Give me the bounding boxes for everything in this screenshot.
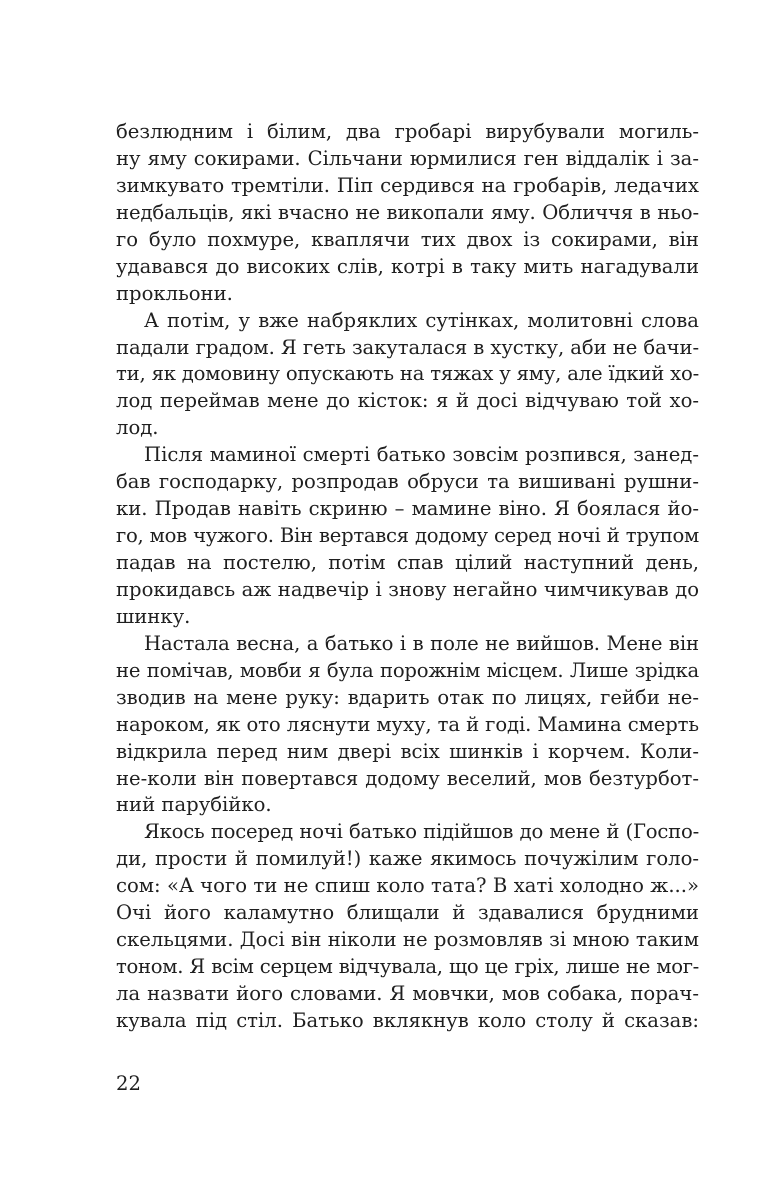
text-line: ки. Продав навіть скриню – мамине віно. Я боялася йо- bbox=[116, 497, 699, 521]
page-number: 22 bbox=[116, 1072, 141, 1095]
text-line: Після маминої смерті батько зовсім розпився, занед- bbox=[144, 443, 699, 467]
text-line: лод. bbox=[116, 416, 159, 440]
text-line: падав на постелю, потім спав цілий наступний день, bbox=[116, 551, 699, 574]
text-line: бав господарку, розпродав обруси та вишивані рушни- bbox=[116, 470, 699, 494]
text-line: ти, як домовину опускають на тяжах у яму, але їдкий хо- bbox=[116, 362, 699, 386]
text-line: ди, прости й помилуй!) каже якимось почужілим голо- bbox=[116, 847, 699, 871]
text-line: прокидавсь аж надвечір і знову негайно чимчикував до bbox=[116, 577, 699, 601]
text-line: удавався до високих слів, котрі в таку мить нагадували bbox=[116, 254, 699, 278]
text-line: не-коли він повертався додому веселий, мов безтурбот- bbox=[116, 766, 699, 790]
text-line: Якось посеред ночі батько підійшов до мене й (Госпо- bbox=[144, 820, 699, 844]
text-line: сом: «А чого ти не спиш коло тата? В хаті холодно ж...» bbox=[116, 874, 699, 898]
text-line: кувала під стіл. Батько вклякнув коло столу й сказав: bbox=[116, 1008, 699, 1032]
paragraph bbox=[116, 119, 699, 308]
text-line: лод переймав мене до кісток: я й досі відчуваю той хо- bbox=[116, 389, 699, 413]
text-line: ний парубійко. bbox=[116, 793, 272, 817]
text-line: А потім, у вже набряклих сутінках, молитовні слова bbox=[144, 308, 699, 332]
text-line: шинку. bbox=[116, 604, 191, 628]
text-line: недбальців, які вчасно не викопали яму. Обличчя в ньо- bbox=[116, 200, 699, 224]
text-line: Очі його каламутно блищали й здавалися брудними bbox=[116, 901, 699, 925]
paragraph bbox=[116, 631, 699, 820]
text-line: відкрила перед ним двері всіх шинків і корчем. Коли- bbox=[116, 739, 699, 763]
text-line: го, мов чужого. Він вертався додому серед ночі й трупом bbox=[116, 524, 699, 548]
text-line: ла назвати його словами. Я мовчки, мов собака, порач- bbox=[116, 982, 699, 1005]
body-text bbox=[116, 119, 699, 1035]
text-line: зводив на мене руку: вдарить отак по лицях, гейби не- bbox=[116, 685, 699, 709]
text-line: ну яму сокирами. Сільчани юрмилися ген віддалік і за- bbox=[116, 146, 699, 170]
paragraph bbox=[116, 819, 699, 1035]
text-line: не помічав, мовби я була порожнім місцем. Лише зрідка bbox=[116, 658, 699, 682]
text-line: тоном. Я всім серцем відчувала, що це гріх, лише не мог- bbox=[116, 955, 699, 979]
paragraph bbox=[116, 308, 699, 443]
text-line: го було похмуре, кваплячи тих двох із сокирами, він bbox=[116, 227, 699, 251]
text-line: скельцями. Досі він ніколи не розмовляв зі мною таким bbox=[116, 928, 699, 952]
text-line: прокльони. bbox=[116, 281, 233, 305]
text-line: падали градом. Я геть закуталася в хустку, аби не бачи- bbox=[116, 335, 699, 359]
text-line: зимкувато тремтіли. Піп сердився на гробарів, ледачих bbox=[116, 173, 699, 197]
text-line: нароком, як ото ляснути муху, та й годі. Мамина смерть bbox=[116, 712, 699, 736]
text-line: Настала весна, а батько і в поле не вийшов. Мене він bbox=[144, 631, 699, 655]
text-line: безлюдним і білим, два гробарі вирубували могиль- bbox=[116, 120, 699, 143]
paragraph bbox=[116, 442, 699, 631]
